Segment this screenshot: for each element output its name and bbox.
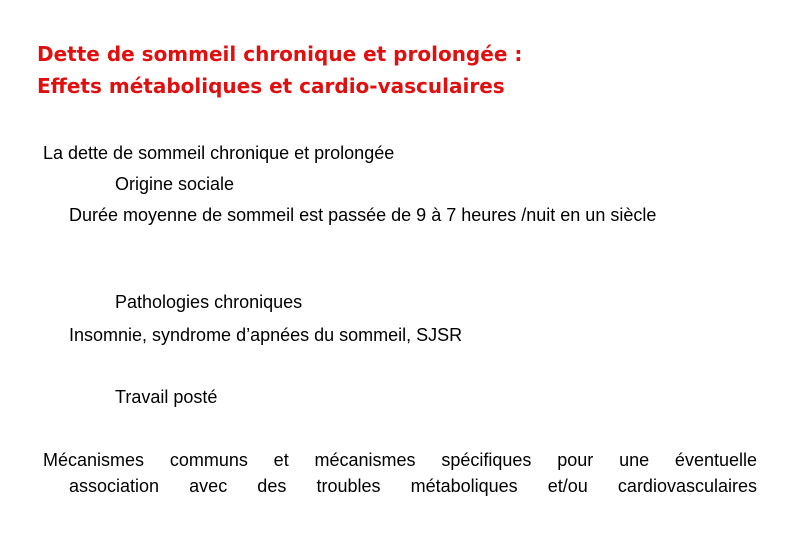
- conclusion-line-2: association avec des troubles métaboliques et/ou cardiovasculaires: [69, 476, 757, 496]
- cause-heading-social: Origine sociale: [115, 174, 235, 194]
- intro-text: La dette de sommeil chronique et prolongée: [43, 143, 395, 163]
- cause-heading-shift-work: Travail posté: [115, 387, 218, 407]
- slide-title: [37, 38, 522, 102]
- cause-detail-chronic: Insomnie, syndrome d’apnées du sommeil, SJSR: [69, 325, 463, 345]
- conclusion-text: [43, 447, 757, 499]
- slide-title-line-2: Effets métaboliques et cardio-vasculaires: [37, 74, 505, 98]
- cause-detail-social: Durée moyenne de sommeil est passée de 9 à 7 heures /nuit en un siècle: [69, 205, 657, 225]
- conclusion-line-1: Mécanismes communs et mécanismes spécifiques pour une éventuelle: [43, 450, 757, 470]
- cause-heading-chronic: Pathologies chroniques: [115, 292, 303, 312]
- slide-title-line-1: Dette de sommeil chronique et prolongée :: [37, 42, 523, 66]
